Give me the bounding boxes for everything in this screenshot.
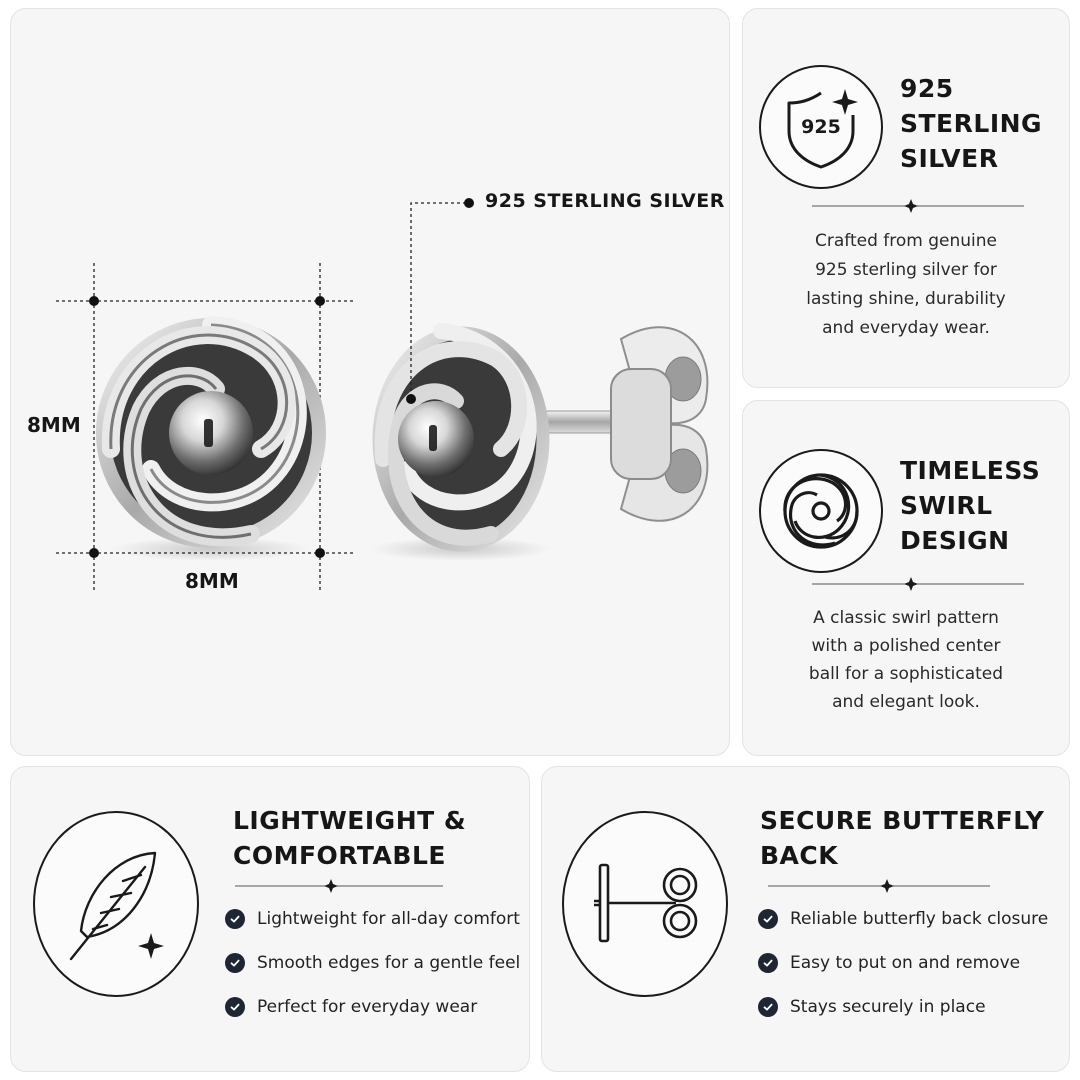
product-image-panel	[10, 8, 730, 756]
check-icon	[225, 909, 245, 929]
feature-title-line: LIGHTWEIGHT &	[233, 806, 467, 835]
product-illustration	[11, 9, 729, 755]
check-icon	[758, 909, 778, 929]
description-line: and elegant look.	[832, 692, 980, 712]
ornament-divider	[812, 577, 1024, 591]
feature-card-lightweight	[10, 766, 530, 1072]
feature-badge	[33, 811, 199, 997]
list-item	[758, 941, 1048, 985]
bullet-text: Reliable butterfly back closure	[790, 909, 1049, 929]
ornament-divider	[812, 199, 1024, 213]
feature-card-sterling-silver	[742, 8, 1070, 388]
bullet-text: Easy to put on and remove	[790, 953, 1021, 973]
bullet-text: Smooth edges for a gentle feel	[257, 953, 521, 973]
description-line: Crafted from genuine	[814, 231, 997, 251]
feature-title	[760, 803, 1044, 873]
butterfly-back-icon	[564, 813, 726, 995]
bullet-text: Perfect for everyday wear	[257, 997, 478, 1017]
description-line: and everyday wear.	[822, 318, 990, 338]
feature-badge	[759, 65, 883, 189]
description-line: lasting shine, durability	[806, 289, 1006, 309]
material-callout-label: 925 STERLING SILVER	[485, 190, 725, 212]
list-item	[225, 897, 520, 941]
feature-title-line: TIMELESS	[900, 456, 1041, 485]
list-item	[225, 985, 520, 1029]
swirl-icon	[761, 451, 881, 571]
feature-title-line: SECURE BUTTERFLY	[760, 806, 1045, 835]
earring-front-view	[99, 321, 323, 561]
feature-badge	[562, 811, 728, 997]
feature-title-line: 925	[900, 74, 954, 103]
ornament-divider	[768, 879, 990, 893]
feature-badge	[759, 449, 883, 573]
list-item	[758, 897, 1048, 941]
feature-title	[900, 453, 1040, 558]
feather-icon	[35, 813, 197, 995]
list-item	[758, 985, 1048, 1029]
feature-title-line: SWIRL	[900, 491, 993, 520]
description-line: with a polished center	[811, 636, 1001, 656]
description-line: A classic swirl pattern	[813, 608, 999, 628]
width-dimension-label: 8MM	[185, 569, 239, 593]
feature-card-butterfly-back	[541, 766, 1070, 1072]
ornament-divider	[235, 879, 443, 893]
feature-bullet-list	[758, 897, 1048, 1029]
check-icon	[758, 997, 778, 1017]
feature-title	[900, 71, 1042, 176]
earring-side-view	[371, 327, 707, 561]
check-icon	[225, 997, 245, 1017]
bullet-text: Lightweight for all-day comfort	[257, 909, 520, 929]
description-line: ball for a sophisticated	[808, 664, 1004, 684]
description-line: 925 sterling silver for	[815, 260, 997, 280]
feature-description	[763, 604, 1049, 716]
feature-title-line: BACK	[760, 841, 839, 870]
feature-bullet-list	[225, 897, 520, 1029]
feature-description	[763, 227, 1049, 343]
feature-card-swirl-design	[742, 400, 1070, 756]
feature-title-line: DESIGN	[900, 526, 1010, 555]
check-icon	[758, 953, 778, 973]
bullet-text: Stays securely in place	[790, 997, 986, 1017]
feature-title	[233, 803, 466, 873]
height-dimension-label: 8MM	[27, 413, 81, 437]
list-item	[225, 941, 520, 985]
feature-title-line: STERLING	[900, 109, 1043, 138]
feature-title-line: COMFORTABLE	[233, 841, 446, 870]
shield-badge-text: 925	[801, 116, 841, 138]
feature-title-line: SILVER	[900, 144, 999, 173]
check-icon	[225, 953, 245, 973]
